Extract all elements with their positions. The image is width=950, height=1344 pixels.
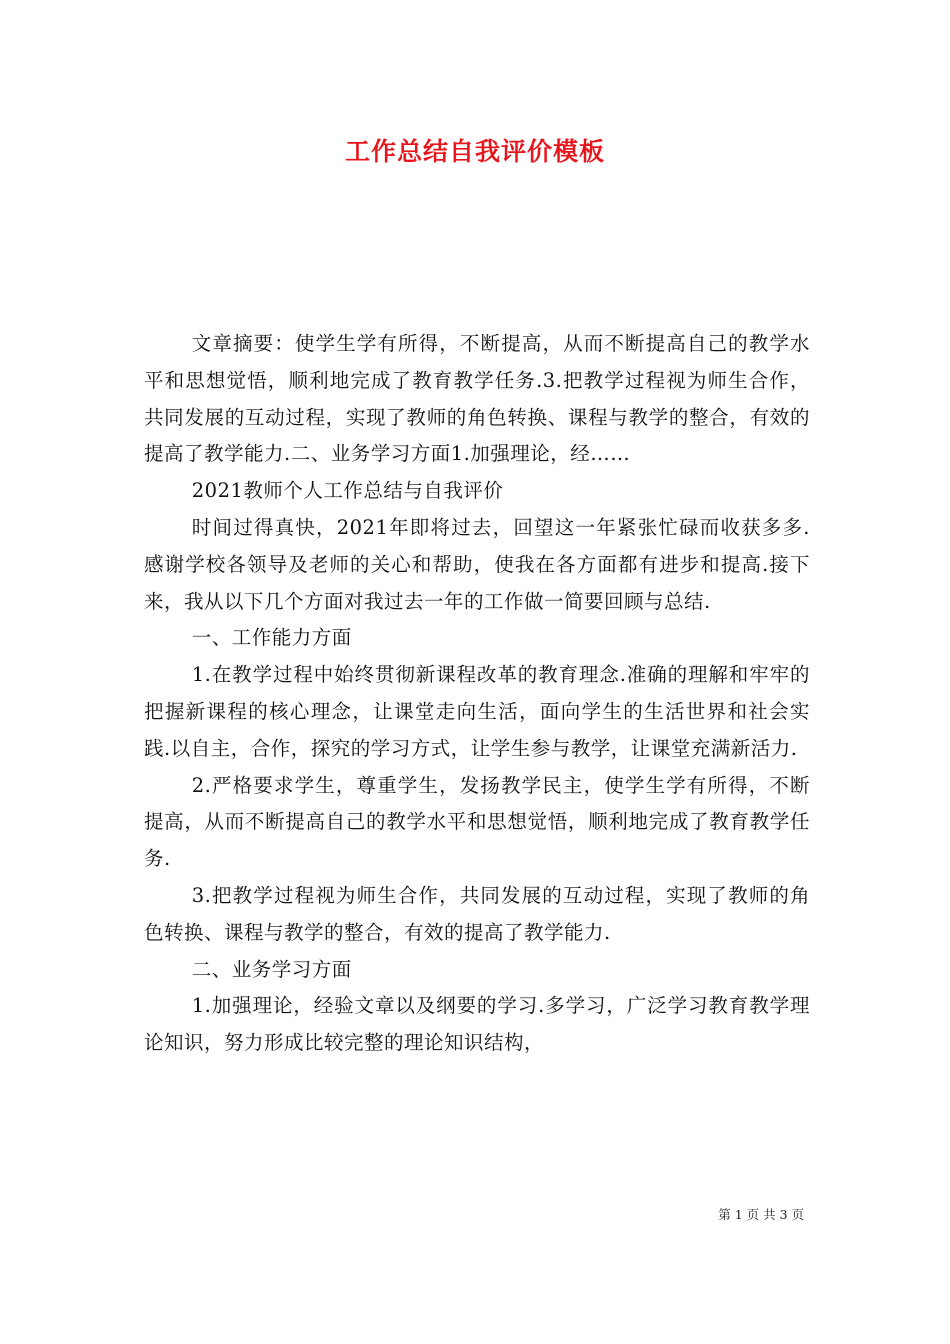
- document-body: [144, 326, 810, 1062]
- study-item-1: 1.加强理论，经验文章以及纲要的学习.多学习，广泛学习教育教学理论知识，努力形成比较完整的理论知识结构，: [144, 994, 810, 1055]
- section-heading-work-ability: 一、工作能力方面: [191, 626, 352, 650]
- work-ability-item-3: 3.把教学过程视为师生合作，共同发展的互动过程，实现了教师的角色转换、课程与教学的整合，有效的提高了教学能力.: [144, 883, 810, 944]
- intro-paragraph: 时间过得真快，2021年即将过去，回望这一年紧张忙碌而收获多多.感谢学校各领导及老师的关心和帮助，使我在各方面都有进步和提高.接下来，我从以下几个方面对我过去一年的工作做一简要回顾与总结.: [144, 515, 810, 613]
- abstract-paragraph: 文章摘要：使学生学有所得，不断提高，从而不断提高自己的教学水平和思想觉悟，顺利地完成了教育教学任务.3.把教学过程视为师生合作，共同发展的互动过程，实现了教师的角色转换、课程与教学的整合，有效的提高了教学能力.二、业务学习方面1.加强理论，经……: [144, 332, 810, 466]
- work-ability-item-2: 2.严格要求学生，尊重学生，发扬教学民主，使学生学有所得，不断提高，从而不断提高自己的教学水平和思想觉悟，顺利地完成了教育教学任务.: [144, 773, 810, 871]
- document-title: 工作总结自我评价模板: [344, 137, 605, 166]
- subtitle-paragraph: 2021教师个人工作总结与自我评价: [191, 479, 504, 503]
- section-heading-study: 二、业务学习方面: [191, 957, 352, 981]
- work-ability-item-1: 1.在教学过程中始终贯彻新课程改革的教育理念.准确的理解和牢牢的把握新课程的核心理念，让课堂走向生活，面向学生的生活世界和社会实践.以自主，合作，探究的学习方式，让学生参与教学，让课堂充满新活力.: [144, 663, 810, 760]
- page-number-footer: 第 1 页 共 3 页: [718, 1207, 804, 1222]
